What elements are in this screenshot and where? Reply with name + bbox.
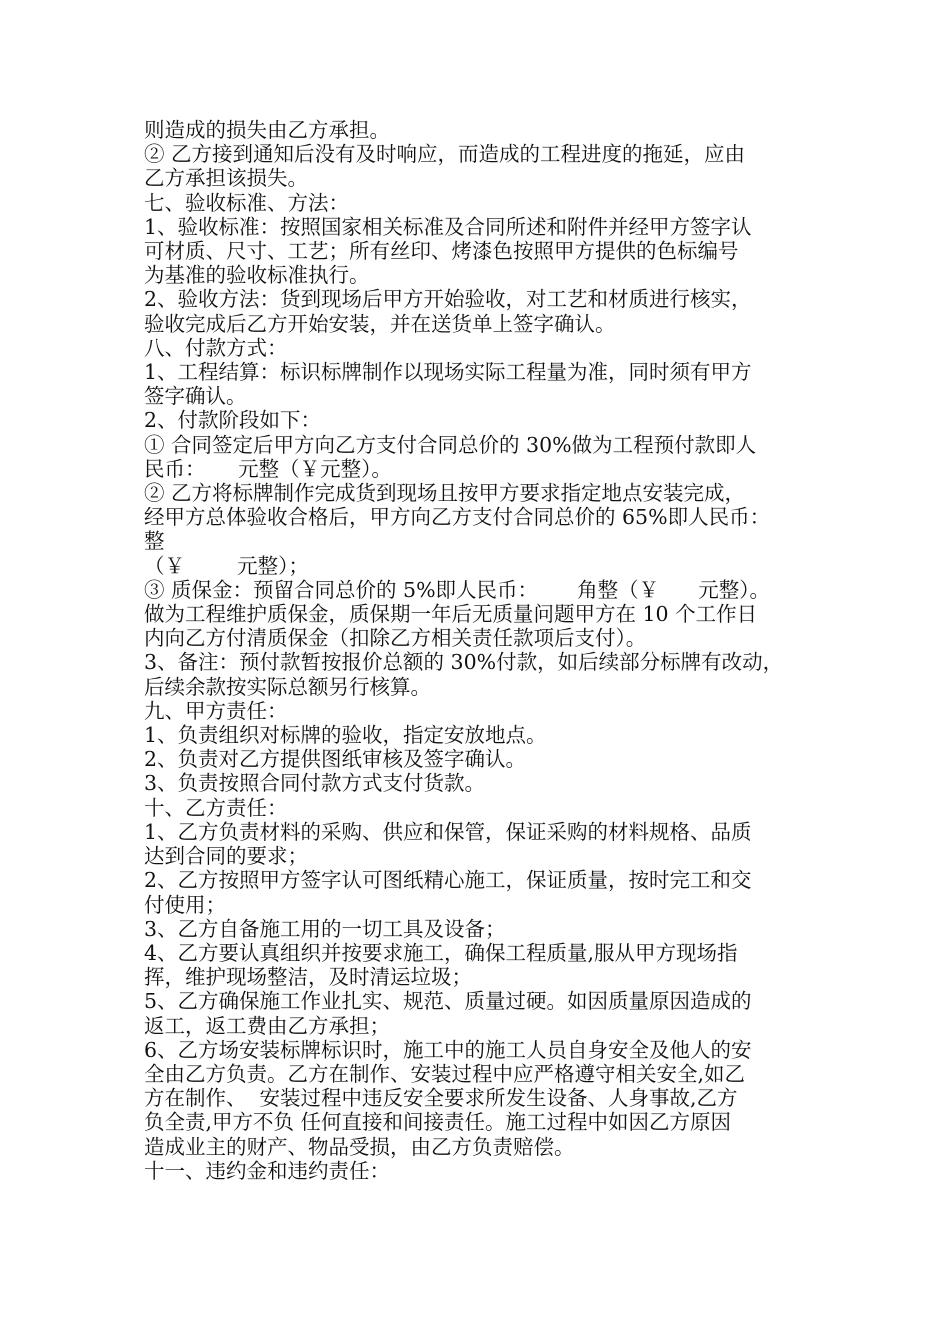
text-line: ① 合同签定后甲方向乙方支付合同总价的 30%做为工程预付款即人 [144,432,757,457]
section-heading-party-b: 十、乙方责任： [144,795,288,820]
text-line: 付使用； [144,892,226,917]
text-line: ② 乙方接到通知后没有及时响应，而造成的工程进度的拖延，应由 [144,142,746,167]
text-line: 为基准的验收标准执行。 [144,263,370,288]
text-line: 2、验收方法：货到现场后甲方开始验收，对工艺和材质进行核实， [144,287,752,312]
text-line: 2、负责对乙方提供图纸审核及签字确认。 [144,747,527,772]
section-heading-acceptance: 七、验收标准、方法： [144,190,349,215]
text-line: 6、乙方场安装标牌标识时，施工中的施工人员自身安全及他人的安 [144,1037,752,1062]
text-line: 后续余款按实际总额另行核算。 [144,674,431,699]
text-line: 民币： 元整（￥元整）。 [144,456,392,481]
text-line: 整 [144,529,165,554]
text-line: 5、乙方确保施工作业扎实、规范、质量过硬。如因质量原因造成的 [144,989,752,1014]
text-line: ③ 质保金：预留合同总价的 5%即人民币： 角整（￥ 元整）。 [144,577,770,602]
text-line: 1、工程结算：标识标牌制作以现场实际工程量为准，同时须有甲方 [144,360,752,385]
text-line: 返工，返工费由乙方承担； [144,1013,390,1038]
text-line: 内向乙方付清质保金（扣除乙方相关责任款项后支付）。 [144,626,647,651]
text-line: 乙方承担该损失。 [144,166,308,191]
text-line: 造成业主的财产、物品受损，由乙方负责赔偿。 [144,1134,575,1159]
text-line: 经甲方总体验收合格后，甲方向乙方支付合同总价的 65%即人民币： [144,505,771,530]
text-line: 签字确认。 [144,384,247,409]
text-line: 3、备注：预付款暂按报价总额的 30%付款，如后续部分标牌有改动， [144,650,784,675]
text-line: 挥，维护现场整洁，及时清运垃圾； [144,965,472,990]
section-heading-penalty: 十一、违约金和违约责任： [144,1158,390,1183]
text-line: 可材质、尺寸、工艺；所有丝印、烤漆色按照甲方提供的色标编号 [144,239,739,264]
text-line: （￥ 元整）； [144,553,309,578]
section-heading-payment: 八、付款方式： [144,335,288,360]
text-line: 验收完成后乙方开始安装，并在送货单上签字确认。 [144,311,616,336]
section-heading-party-a: 九、甲方责任： [144,698,288,723]
text-line: 方在制作、 安装过程中违反安全要求所发生设备、人身事故,乙方 [144,1086,738,1111]
text-line: 做为工程维护质保金，质保期一年后无质量问题甲方在 10 个工作日 [144,602,758,627]
contract-page-body [144,118,824,1183]
text-line: 1、负责组织对标牌的验收，指定安放地点。 [144,723,547,748]
text-line: 4、乙方要认真组织并按要求施工，确保工程质量,服从甲方现场指 [144,940,738,965]
text-line: 1、乙方负责材料的采购、供应和保管，保证采购的材料规格、品质 [144,819,752,844]
text-line: 3、乙方自备施工用的一切工具及设备； [144,916,506,941]
text-line: ② 乙方将标牌制作完成货到现场且按甲方要求指定地点安装完成， [144,481,746,506]
text-line: 负全责,甲方不负 任何直接和间接责任。施工过程中如因乙方原因 [144,1110,732,1135]
text-line: 2、付款阶段如下： [144,408,322,433]
text-line: 达到合同的要求； [144,844,308,869]
text-line: 2、乙方按照甲方签字认可图纸精心施工，保证质量，按时完工和交 [144,868,752,893]
text-line: 3、负责按照合同付款方式支付货款。 [144,771,486,796]
text-line: 1、验收标准：按照国家相关标准及合同所述和附件并经甲方签字认 [144,214,752,239]
text-line: 则造成的损失由乙方承担。 [144,118,390,142]
text-line: 全由乙方负责。乙方在制作、安装过程中应严格遵守相关安全,如乙 [144,1061,746,1086]
